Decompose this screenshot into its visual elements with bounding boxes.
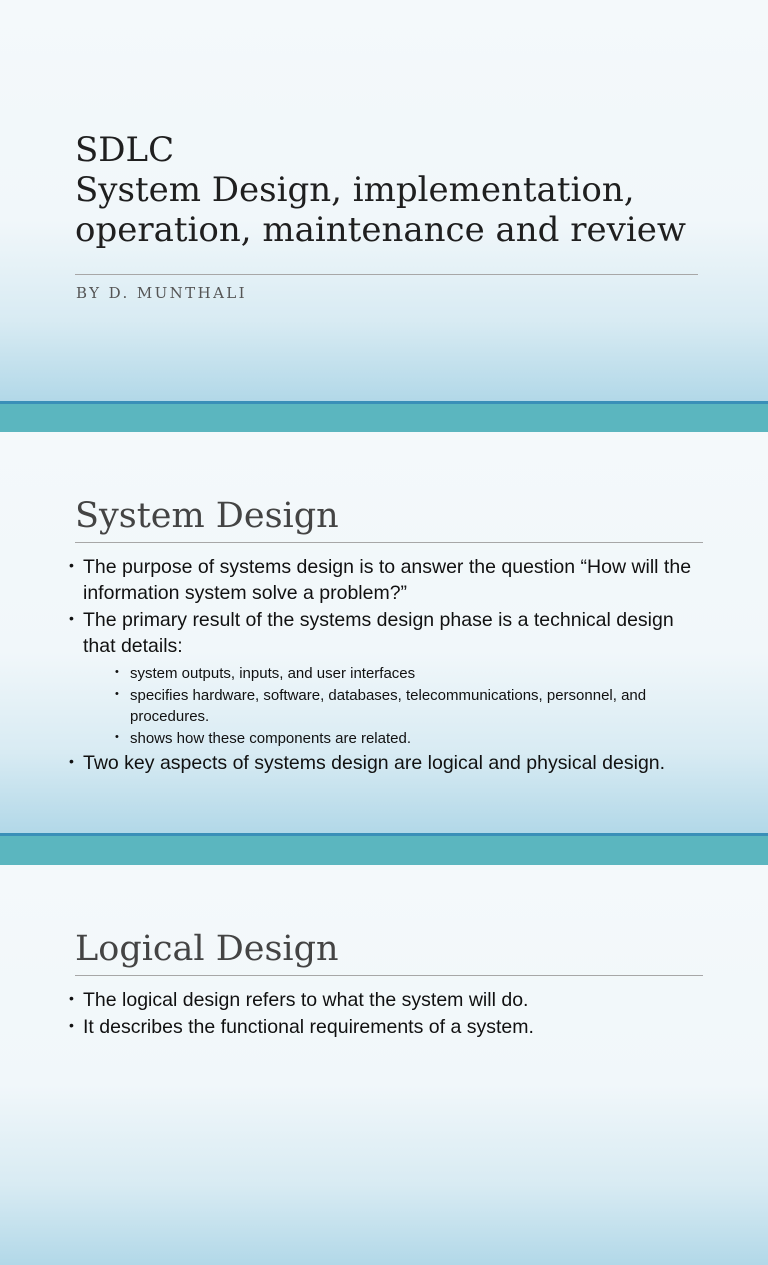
bullet-item: • The primary result of the systems design phase is a technical design that details: • system outputs, inputs, and user interfaces • specifies hardware, software, databases, telecommunications, personnel, and procedures. • shows how these components are related. <box>66 607 706 749</box>
bullet-list <box>66 554 706 777</box>
title-line-3: operation, maintenance and review <box>75 210 686 250</box>
bullet-icon: • <box>115 687 119 700</box>
presentation-subtitle: BY D. MUNTHALI <box>76 284 247 302</box>
title-line-1: SDLC <box>75 130 175 170</box>
bullet-icon: • <box>69 557 74 573</box>
bullet-icon: • <box>69 1017 74 1033</box>
bullet-icon: • <box>69 990 74 1006</box>
sub-bullet-item: • system outputs, inputs, and user interfaces <box>115 665 416 682</box>
presentation-title <box>75 130 686 250</box>
sub-bullet-item: • shows how these components are related. <box>115 729 411 747</box>
title-line-2: System Design, implementation, <box>75 170 635 210</box>
slide-title: System Design <box>75 496 339 536</box>
bullet-icon: • <box>115 730 119 743</box>
slide-3-logical-design[interactable] <box>0 865 768 1265</box>
title-divider <box>75 274 698 275</box>
bullet-item: • Two key aspects of systems design are logical and physical design. <box>69 752 666 774</box>
bullet-item: • The logical design refers to what the system will do. <box>69 989 529 1011</box>
title-divider <box>75 542 703 543</box>
slide-title: Logical Design <box>75 929 339 969</box>
slide-separator <box>0 401 768 432</box>
bullet-icon: • <box>69 753 74 769</box>
slide-1-title[interactable] <box>0 0 768 401</box>
bullet-icon: • <box>115 666 119 678</box>
bullet-list <box>66 987 706 1041</box>
slide-2-system-design[interactable] <box>0 432 768 833</box>
bullet-item: • It describes the functional requirements of a system. <box>69 1016 534 1038</box>
slide-separator <box>0 833 768 865</box>
bullet-icon: • <box>69 610 74 626</box>
title-divider <box>75 975 703 976</box>
sub-bullet-list <box>83 663 706 749</box>
bullet-item: • The purpose of systems design is to answer the question “How will the information system solve a problem?” <box>69 556 692 604</box>
sub-bullet-item: • specifies hardware, software, databases, telecommunications, personnel, and procedures. <box>115 686 647 725</box>
